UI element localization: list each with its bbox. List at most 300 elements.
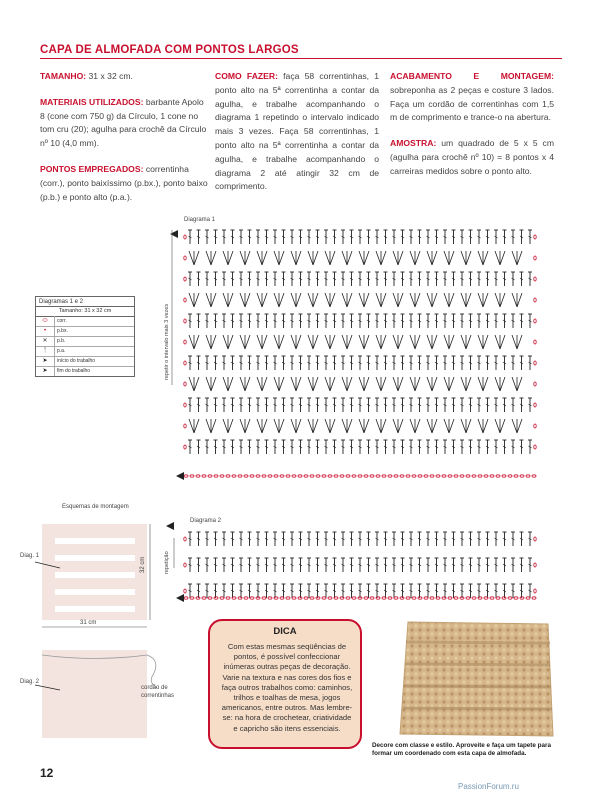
fan-stitch-left (461, 251, 466, 265)
fan-stitch-left (206, 377, 211, 391)
fan-stitch-left (427, 335, 432, 349)
fan-stitch-right (279, 419, 284, 433)
fan-stitch-right (194, 419, 199, 433)
fan-stitch-left (427, 293, 432, 307)
montagem-schemes (15, 510, 185, 740)
chain-stitch (346, 597, 350, 599)
double-crochet-symbol-icon: ᛏ (36, 346, 55, 356)
fan-stitch-right (279, 377, 284, 391)
fan-stitch-right (330, 419, 335, 433)
fan-stitch-left (240, 419, 245, 433)
materiais-paragraph (40, 96, 208, 151)
fan-stitch-right (228, 251, 233, 265)
fan-stitch-left (257, 419, 262, 433)
chain-stitch (460, 475, 464, 477)
chain-stitch (472, 475, 476, 477)
tamanho-text: 31 x 32 cm. (86, 71, 133, 81)
fan-stitch-left (410, 251, 415, 265)
fan-stitch-left (495, 335, 500, 349)
fan-stitch-left (223, 377, 228, 391)
turning-chain (184, 235, 186, 239)
fan-stitch-left (410, 293, 415, 307)
chain-stitch (406, 597, 410, 599)
fan-stitch-right (313, 251, 318, 265)
chain-stitch (214, 475, 218, 477)
fan-stitch-right (330, 293, 335, 307)
fan-stitch-right (483, 251, 488, 265)
chain-stitch (406, 475, 410, 477)
fan-stitch-right (347, 251, 352, 265)
turning-chain (184, 340, 186, 344)
fan-stitch-left (274, 335, 279, 349)
end-arrow-icon (170, 230, 178, 238)
fan-stitch-right (194, 251, 199, 265)
chain-stitch (466, 475, 470, 477)
legend-title: Diagramas 1 e 2 (36, 297, 134, 307)
fan-stitch-left (478, 377, 483, 391)
chain-stitch (352, 597, 356, 599)
chain-stitch (298, 475, 302, 477)
chain-stitch (400, 597, 404, 599)
fan-stitch-left (274, 419, 279, 433)
chain-stitch (370, 475, 374, 477)
chain-stitch (400, 475, 404, 477)
chain-stitch (202, 597, 206, 599)
fan-stitch-right (330, 251, 335, 265)
turning-chain (534, 340, 536, 344)
chain-stitch (250, 597, 254, 599)
acabamento-paragraph (390, 70, 554, 125)
fan-stitch-right (381, 419, 386, 433)
fan-stitch-right (194, 293, 199, 307)
chain-stitch (394, 597, 398, 599)
fan-stitch-left (257, 335, 262, 349)
fan-stitch-right (296, 419, 301, 433)
tamanho-paragraph (40, 70, 208, 84)
left-column (40, 70, 208, 216)
chain-stitch (196, 597, 200, 599)
fan-stitch-left (291, 335, 296, 349)
end-arrow-icon: ➤ (36, 366, 55, 376)
fan-stitch-right (415, 419, 420, 433)
chain-stitch (532, 597, 536, 599)
fan-stitch-right (381, 377, 386, 391)
height-label: 32 cm (140, 556, 146, 573)
fan-stitch-left (189, 251, 194, 265)
fan-stitch-right (466, 377, 471, 391)
fan-stitch-right (517, 377, 522, 391)
fan-stitch-right (194, 377, 199, 391)
fan-stitch-left (478, 419, 483, 433)
middle-column (215, 70, 379, 206)
fan-stitch-right (398, 335, 403, 349)
fan-stitch-right (313, 335, 318, 349)
dica-box (208, 619, 362, 749)
fan-stitch-right (517, 293, 522, 307)
fan-stitch-right (279, 251, 284, 265)
fan-stitch-left (512, 251, 517, 265)
fan-stitch-left (393, 335, 398, 349)
materiais-text: barbante Apolo 8 (cone com 750 g) da Círculo, 1 cone no tom cru (20); agulha para crochê da Círculo nº 10 (4,0 mm). (40, 96, 207, 149)
title-rule (40, 58, 562, 59)
fan-stitch-left (376, 377, 381, 391)
fan-stitch-left (308, 335, 313, 349)
chain-stitch (508, 597, 512, 599)
fan-stitch-right (313, 377, 318, 391)
fan-stitch-left (342, 251, 347, 265)
turning-chain (184, 445, 186, 449)
fan-stitch-right (381, 293, 386, 307)
fan-stitch-left (444, 377, 449, 391)
fan-stitch-left (240, 251, 245, 265)
fan-stitch-right (245, 377, 250, 391)
turning-chain (184, 361, 186, 365)
fan-stitch-left (257, 251, 262, 265)
chain-stitch (244, 475, 248, 477)
chain-stitch (316, 475, 320, 477)
fan-stitch-right (432, 377, 437, 391)
fan-stitch-left (495, 377, 500, 391)
chain-stitch (298, 597, 302, 599)
chain-stitch (352, 475, 356, 477)
fan-stitch-left (274, 293, 279, 307)
fan-stitch-left (240, 293, 245, 307)
diag2-label: Diag. 2 (20, 679, 40, 685)
cordao-label: cordão de correntinhas (141, 685, 175, 699)
legend-label-end: fim do trabalho (57, 368, 91, 374)
fan-stitch-right (279, 293, 284, 307)
fan-stitch-left (512, 293, 517, 307)
fan-stitch-right (449, 377, 454, 391)
turning-chain (184, 298, 186, 302)
como-fazer-text: faça 58 correntinhas, 1 ponto alto na 5ª correntinha a contar da agulha, e trabalhe acompanhando o diagrama 1 repetindo o intervalo indicado mais 3 vezes. Faça 58 correntinhas, 1 ponto alto na 5ª correntinha a contar da agulha, e trabalhe acompanhando o diagrama 2 até atingir 32 cm de comprimento. (215, 71, 380, 192)
fan-stitch-left (393, 419, 398, 433)
fan-stitch-left (376, 251, 381, 265)
legend-row-end (36, 366, 134, 376)
como-fazer-label: COMO FAZER: (215, 71, 278, 81)
fan-stitch-left (393, 251, 398, 265)
fan-stitch-right (517, 251, 522, 265)
fan-stitch-left (291, 251, 296, 265)
fan-stitch-right (228, 377, 233, 391)
legend-label-sc: p.bx. (57, 328, 68, 334)
chain-stitch (286, 597, 290, 599)
chain-stitch (478, 475, 482, 477)
single-crochet-symbol-icon: ✕ (36, 336, 55, 346)
chain-stitch (220, 475, 224, 477)
diagram2-chart (160, 518, 550, 608)
turning-chain (184, 256, 186, 260)
fan-stitch-right (296, 335, 301, 349)
turning-chain (534, 445, 536, 449)
fan-stitch-left (410, 377, 415, 391)
chain-stitch (286, 475, 290, 477)
fan-stitch-right (364, 377, 369, 391)
chain-stitch (526, 597, 530, 599)
chain-stitch (532, 475, 536, 477)
fan-stitch-left (478, 293, 483, 307)
fan-stitch-left (495, 419, 500, 433)
fan-stitch-left (427, 251, 432, 265)
chain-stitch (502, 475, 506, 477)
chain-stitch (280, 475, 284, 477)
chain-stitch (292, 597, 296, 599)
chain-stitch (496, 597, 500, 599)
chain-stitch (520, 475, 524, 477)
chain-stitch (424, 475, 428, 477)
chain-stitch (520, 597, 524, 599)
fan-stitch-left (223, 335, 228, 349)
fan-stitch-left (444, 335, 449, 349)
fan-stitch-left (359, 251, 364, 265)
chain-stitch (430, 475, 434, 477)
fan-stitch-left (461, 293, 466, 307)
fan-stitch-left (512, 335, 517, 349)
chain-stitch (436, 475, 440, 477)
fan-stitch-left (342, 419, 347, 433)
fan-stitch-left (359, 377, 364, 391)
fan-stitch-right (381, 335, 386, 349)
dica-title: DICA (273, 626, 297, 637)
fan-stitch-right (500, 335, 505, 349)
chain-stitch (244, 597, 248, 599)
fan-stitch-right (432, 251, 437, 265)
fan-stitch-left (410, 335, 415, 349)
fan-stitch-left (240, 335, 245, 349)
chain-stitch (340, 475, 344, 477)
chain-stitch (412, 475, 416, 477)
fan-stitch-left (274, 377, 279, 391)
diag1-label: Diag. 1 (20, 553, 40, 559)
diagram1-stitches (170, 230, 536, 480)
fan-stitch-right (500, 293, 505, 307)
page-number: 12 (40, 766, 54, 780)
fan-stitch-left (461, 419, 466, 433)
fan-stitch-right (347, 377, 352, 391)
fan-stitch-right (364, 251, 369, 265)
fan-stitch-right (466, 293, 471, 307)
cushion-shape (400, 622, 553, 736)
turning-chain (534, 235, 536, 239)
chain-stitch (202, 475, 206, 477)
turning-chain (534, 256, 536, 260)
right-column (390, 70, 554, 191)
fan-stitch-right (211, 251, 216, 265)
chain-stitch (184, 475, 188, 477)
fan-stitch-left (240, 377, 245, 391)
chain-stitch (238, 475, 242, 477)
chain-stitch (346, 475, 350, 477)
turning-chain (184, 319, 186, 323)
turning-chain (534, 537, 536, 541)
diagram2-title: Diagrama 2 (190, 518, 222, 524)
fan-stitch-left (206, 251, 211, 265)
fan-stitch-right (398, 377, 403, 391)
chain-stitch (430, 597, 434, 599)
chain-stitch (310, 597, 314, 599)
fan-stitch-left (427, 419, 432, 433)
turning-chain (184, 382, 186, 386)
fan-stitch-right (228, 419, 233, 433)
chain-stitch (454, 597, 458, 599)
fan-stitch-right (432, 293, 437, 307)
fan-stitch-right (364, 293, 369, 307)
fan-stitch-left (342, 335, 347, 349)
fan-stitch-left (444, 419, 449, 433)
fan-stitch-left (325, 335, 330, 349)
chain-stitch (424, 597, 428, 599)
fan-stitch-left (359, 419, 364, 433)
chain-stitch (328, 475, 332, 477)
chain-stitch (322, 597, 326, 599)
start-arrow-icon (176, 472, 184, 480)
chain-stitch (454, 475, 458, 477)
chain-stitch (526, 475, 530, 477)
acabamento-label: ACABAMENTO E MONTAGEM: (390, 71, 554, 81)
fan-stitch-left (189, 419, 194, 433)
turning-chain (534, 589, 536, 593)
chain-stitch (388, 475, 392, 477)
chain-stitch (364, 597, 368, 599)
chain-stitch (226, 597, 230, 599)
fan-stitch-left (308, 251, 313, 265)
fan-stitch-right (296, 377, 301, 391)
fan-stitch-right (449, 251, 454, 265)
chain-stitch (310, 475, 314, 477)
fan-stitch-right (432, 419, 437, 433)
fan-stitch-left (325, 419, 330, 433)
fan-stitch-right (228, 335, 233, 349)
chain-stitch (364, 475, 368, 477)
fan-stitch-right (483, 335, 488, 349)
turning-chain (184, 403, 186, 407)
fan-stitch-left (444, 293, 449, 307)
fan-stitch-right (432, 335, 437, 349)
chain-stitch (208, 597, 212, 599)
fan-stitch-right (347, 293, 352, 307)
diag2-panel (42, 650, 147, 738)
turning-chain (534, 563, 536, 567)
fan-stitch-left (291, 419, 296, 433)
fan-stitch-right (398, 419, 403, 433)
fan-stitch-right (313, 419, 318, 433)
fan-stitch-left (461, 377, 466, 391)
chain-stitch (232, 475, 236, 477)
width-label: 31 cm (80, 620, 97, 626)
fan-stitch-left (189, 377, 194, 391)
chain-stitch (394, 475, 398, 477)
fan-stitch-right (211, 419, 216, 433)
fan-stitch-right (211, 335, 216, 349)
fan-stitch-left (427, 377, 432, 391)
fan-stitch-left (206, 419, 211, 433)
fan-stitch-right (466, 419, 471, 433)
fan-stitch-right (415, 293, 420, 307)
fan-stitch-right (398, 251, 403, 265)
fan-stitch-left (291, 293, 296, 307)
turning-chain (534, 361, 536, 365)
chain-stitch (322, 475, 326, 477)
fan-stitch-right (296, 251, 301, 265)
legend-table (35, 296, 135, 377)
fan-stitch-right (330, 335, 335, 349)
chain-stitch (490, 475, 494, 477)
turning-chain (534, 319, 536, 323)
fan-stitch-right (313, 293, 318, 307)
fan-stitch-right (194, 335, 199, 349)
fan-stitch-left (308, 377, 313, 391)
fan-stitch-left (495, 251, 500, 265)
fan-stitch-right (415, 251, 420, 265)
chain-stitch (268, 597, 272, 599)
fan-stitch-right (279, 335, 284, 349)
fan-stitch-right (483, 377, 488, 391)
legend-label-chain: corr. (57, 318, 67, 324)
chain-stitch (190, 597, 194, 599)
fan-stitch-right (245, 419, 250, 433)
fan-stitch-left (206, 293, 211, 307)
chain-stitch (370, 597, 374, 599)
fan-stitch-left (274, 251, 279, 265)
turning-chain (534, 382, 536, 386)
chain-stitch (304, 597, 308, 599)
chain-stitch (328, 597, 332, 599)
chain-stitch (508, 475, 512, 477)
fan-stitch-left (223, 419, 228, 433)
fan-stitch-right (517, 335, 522, 349)
fan-stitch-right (466, 251, 471, 265)
diagram2-repeat-label: repetição (164, 551, 170, 574)
chain-stitch (418, 475, 422, 477)
fan-stitch-right (245, 335, 250, 349)
chain-stitch (256, 475, 260, 477)
chain-stitch (496, 475, 500, 477)
chain-stitch (292, 475, 296, 477)
fan-stitch-left (512, 419, 517, 433)
fan-stitch-right (296, 293, 301, 307)
turning-chain (534, 424, 536, 428)
fan-stitch-right (381, 251, 386, 265)
fan-stitch-left (223, 251, 228, 265)
chain-stitch (268, 475, 272, 477)
fan-stitch-left (393, 293, 398, 307)
fan-stitch-right (330, 377, 335, 391)
photo-caption: Decore com classe e estilo. Aproveite e faça um tapete para formar um coordenado com esta capa de almofada. (372, 742, 551, 757)
fan-stitch-right (262, 335, 267, 349)
fan-stitch-right (262, 419, 267, 433)
como-fazer-paragraph (215, 70, 379, 194)
fan-stitch-left (223, 293, 228, 307)
amostra-paragraph (390, 137, 554, 178)
fan-stitch-right (500, 377, 505, 391)
chain-stitch (466, 597, 470, 599)
chain-symbol-icon: ⬭ (36, 316, 55, 326)
fan-stitch-right (415, 335, 420, 349)
chain-stitch (358, 475, 362, 477)
fan-stitch-right (398, 293, 403, 307)
fan-stitch-right (449, 293, 454, 307)
fan-stitch-left (410, 419, 415, 433)
diagram2-stitches (166, 522, 536, 602)
fan-stitch-right (245, 251, 250, 265)
watermark: PassionForum.ru (458, 782, 519, 791)
chain-stitch (382, 475, 386, 477)
turning-chain (534, 403, 536, 407)
fan-stitch-left (325, 377, 330, 391)
fan-stitch-left (325, 293, 330, 307)
chain-stitch (334, 475, 338, 477)
chain-stitch (250, 475, 254, 477)
